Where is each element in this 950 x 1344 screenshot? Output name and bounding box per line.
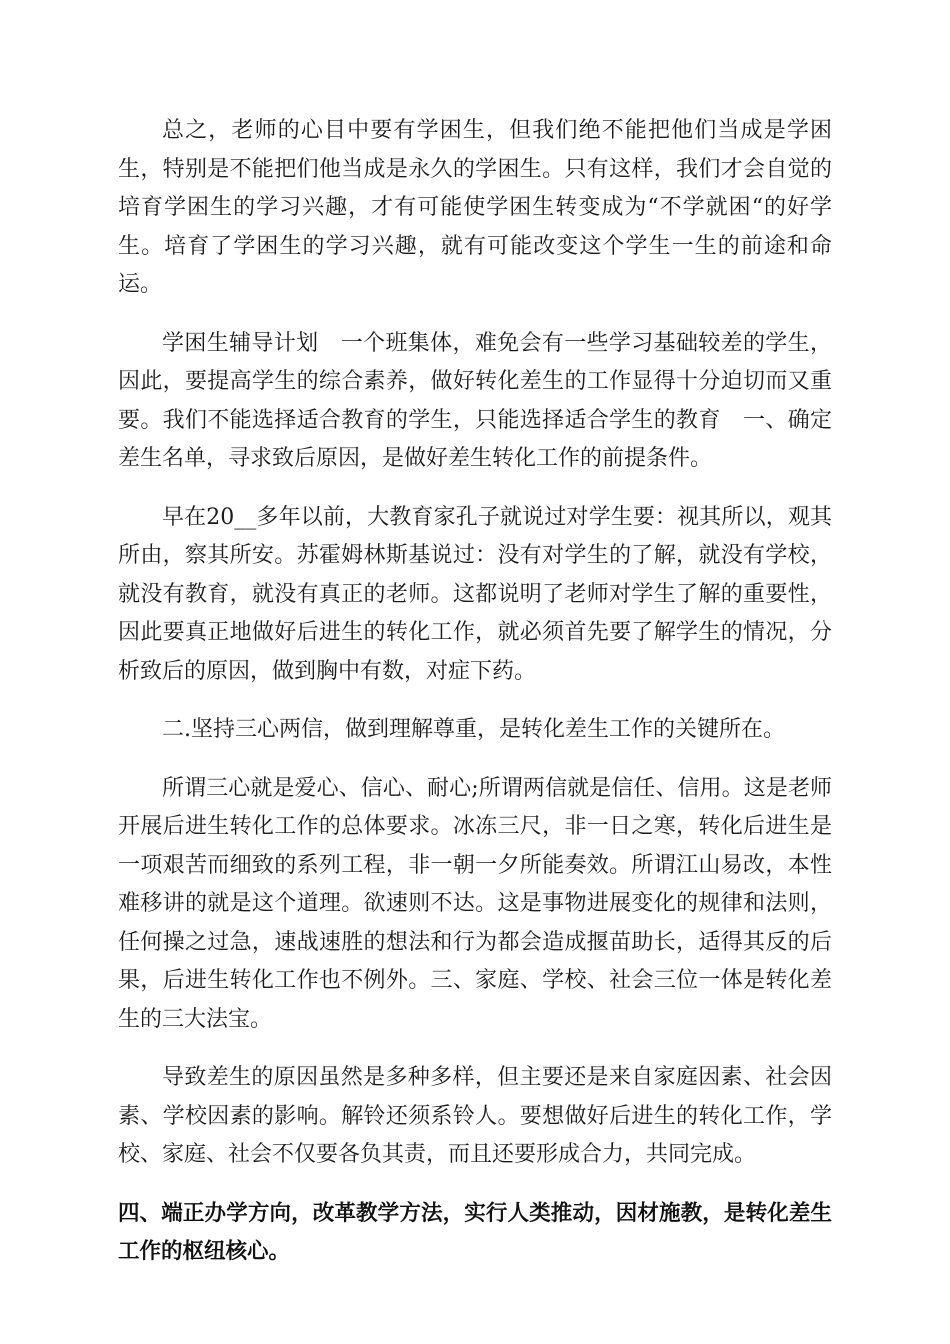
paragraph-4: 二.坚持三心两信，做到理解尊重，是转化差生工作的关键所在。 — [162, 717, 785, 742]
paragraph-5: 所谓三心就是爱心、信心、耐心;所谓两信就是信任、信用。这是老师开展后进生转化工作的总体要求。冰冻三尺，非一日之寒，转化后进生是一项艰苦而细致的系列工程，非一朝一夕所能奏效。所谓江山易改，本性难移讲的就是这个道理。欲速则不达。这是事物进展变化的规律和法则，任何操之过急，速战速胜的想法和行为都会造成揠苗助长，适得其反的后果，后进生转化工作也不例外。三、家庭、学校、社会三位一体是转化差生的三大法宝。 — [118, 775, 832, 1032]
section-heading: 四、端正办学方向，改革教学方法，实行人类推动，因材施教，是转化差生工作的枢纽核心。 — [118, 1200, 832, 1264]
paragraph-1: 总之，老师的心目中要有学困生，但我们绝不能把他们当成是学困生，特别是不能把们他当成是永久的学困生。只有这样，我们才会自觉的培育学困生的学习兴趣，才有可能使学困生转变成为“不学就困“的好学生。培育了学困生的学习兴趣，就有可能改变这个学生一生的前途和命运。 — [118, 118, 832, 297]
paragraph-3: 早在20__多年以前，大教育家孔子就说过对学生要：视其所以，观其所由，察其所安。苏霍姆林斯基说过：没有对学生的了解，就没有学校，就没有教育，就没有真正的老师。这都说明了老师对学生了解的重要性，因此要真正地做好后进生的转化工作，就必须首先要了解学生的情况，分析致后的原因，做到胸中有数，对症下药。 — [118, 504, 832, 684]
document-body — [118, 112, 832, 1292]
paragraph-2: 学困生辅导计划 一个班集体，难免会有一些学习基础较差的学生，因此，要提高学生的综合素养，做好转化差生的工作显得十分迫切而又重要。我们不能选择适合教育的学生，只能选择适合学生的教育 一、确定差生名单，寻求致后原因，是做好差生转化工作的前提条件。 — [118, 330, 832, 471]
paragraph-6: 导致差生的原因虽然是多种多样，但主要还是来自家庭因素、社会因素、学校因素的影响。解铃还须系铃人。要想做好后进生的转化工作，学校、家庭、社会不仅要各负其责，而且还要形成合力，共同完成。 — [118, 1065, 832, 1167]
